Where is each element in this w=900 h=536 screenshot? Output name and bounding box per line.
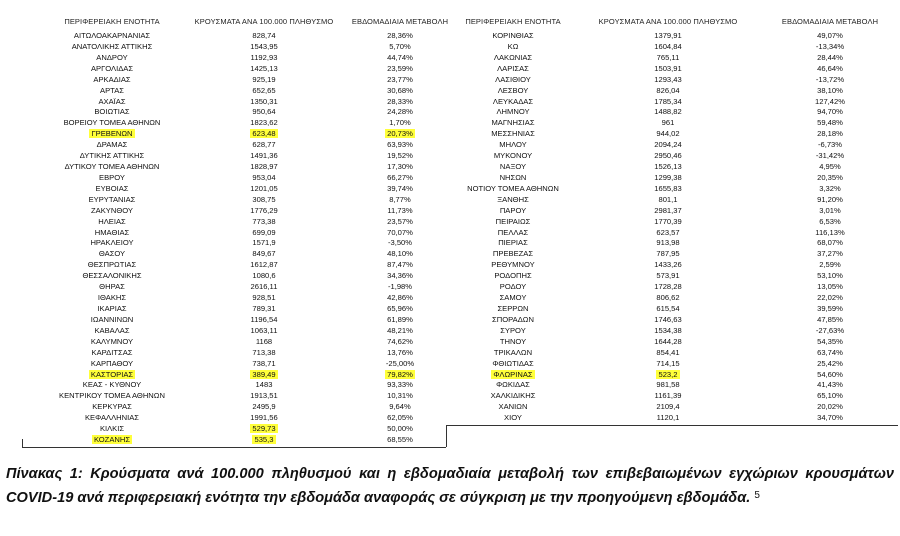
cell-unit: ΙΩΑΝΝΙΝΩΝ: [90, 314, 134, 324]
cell-cases: 1425,13: [250, 63, 278, 73]
cell-cases: 714,15: [656, 358, 680, 368]
cell-unit: ΘΗΡΑΣ: [99, 282, 125, 292]
cell-cases: 1192,93: [250, 52, 278, 62]
table-bottom-rule-right: [446, 425, 898, 426]
cell-change: 28,18%: [817, 129, 843, 139]
cell-change: 46,64%: [817, 63, 843, 73]
cell-cases: 1120,1: [656, 413, 680, 423]
cell-change: 44,74%: [387, 52, 413, 62]
cell-cases: 1770,39: [654, 216, 682, 226]
cell-cases: 738,71: [252, 358, 276, 368]
cell-change: 4,95%: [819, 162, 841, 172]
cell-cases: 2950,46: [654, 151, 682, 161]
cell-change: 38,10%: [817, 85, 843, 95]
cell-cases: 1785,34: [654, 96, 682, 106]
cell-unit: ΧΑΝΙΩΝ: [498, 402, 528, 412]
cell-cases: 2094,24: [654, 140, 682, 150]
highlight-mark: 535,3: [254, 435, 274, 445]
cell-cases: 628,77: [252, 140, 276, 150]
header-cases-left: ΚΡΟΥΣΜΑΤΑ ΑΝΑ 100.000 ΠΛΗΘΥΣΜΟ: [194, 17, 334, 26]
cell-change: 10,31%: [387, 391, 413, 401]
cell-unit: ΜΗΛΟΥ: [499, 140, 527, 150]
cell-cases: 787,95: [656, 249, 680, 259]
cell-change: 13,05%: [817, 282, 843, 292]
cell-cases: 806,62: [656, 293, 680, 303]
cell-change: 1,70%: [389, 118, 411, 128]
cell-unit: [428, 370, 598, 381]
cell-cases: [189, 370, 339, 381]
cell-unit: ΒΟΙΩΤΙΑΣ: [94, 107, 130, 117]
highlight-mark: 389,49: [252, 369, 276, 379]
cell-unit: ΕΥΒΟΙΑΣ: [95, 183, 129, 193]
cell-change: 54,60%: [817, 369, 843, 379]
cell-change: 65,10%: [817, 391, 843, 401]
cell-cases: 1063,11: [250, 325, 278, 335]
footnote-marker: 5: [754, 490, 760, 501]
cell-change: 87,47%: [387, 260, 413, 270]
cell-unit: ΒΟΡΕΙΟΥ ΤΟΜΕΑ ΑΘΗΝΩΝ: [63, 118, 161, 128]
cell-cases: 925,19: [252, 74, 276, 84]
cell-change: 28,44%: [817, 52, 843, 62]
cell-cases: 1491,36: [250, 151, 278, 161]
cell-cases: 765,11: [656, 52, 680, 62]
cell-unit: ΠΕΛΛΑΣ: [497, 227, 529, 237]
cell-change: 47,85%: [817, 314, 843, 324]
cell-unit: ΛΗΜΝΟΥ: [496, 107, 530, 117]
cell-change: 25,42%: [817, 358, 843, 368]
cell-unit: ΚΙΛΚΙΣ: [99, 424, 125, 434]
header-cases-right: ΚΡΟΥΣΜΑΤΑ ΑΝΑ 100.000 ΠΛΗΘΥΣΜΟ: [598, 17, 738, 26]
cell-cases: 1612,87: [250, 260, 278, 270]
header-change-left: ΕΒΔΟΜΑΔΙΑΙΑ ΜΕΤΑΒΟΛΗ: [351, 17, 449, 26]
cell-cases: 1728,28: [654, 282, 682, 292]
cell-change: 116,13%: [815, 227, 845, 237]
cell-unit: ΑΙΤΩΛΟΑΚΑΡΝΑΝΙΑΣ: [73, 31, 151, 40]
cell-cases: 1534,38: [654, 325, 682, 335]
cell-unit: ΧΑΛΚΙΔΙΚΗΣ: [490, 391, 536, 401]
cell-unit: ΘΕΣΠΡΩΤΙΑΣ: [87, 260, 137, 270]
cell-change: -31,42%: [815, 151, 845, 161]
cell-unit: ΘΑΣΟΥ: [98, 249, 126, 259]
cell-cases: 1350,31: [250, 96, 278, 106]
cell-change: 5,70%: [389, 41, 411, 51]
cell-cases: 2495,9: [252, 402, 276, 412]
cell-unit: ΛΕΥΚΑΔΑΣ: [492, 96, 534, 106]
cell-cases: 1543,95: [250, 41, 278, 51]
cell-cases: 1571,9: [252, 238, 276, 248]
cell-unit: ΚΕΦΑΛΛΗΝΙΑΣ: [84, 413, 140, 423]
cell-change: 41,43%: [817, 380, 843, 390]
cell-change: 22,02%: [817, 293, 843, 303]
cell-cases: 849,67: [252, 249, 276, 259]
cell-unit: ΡΟΔΟΠΗΣ: [494, 271, 532, 281]
cell-cases: 981,58: [656, 380, 680, 390]
cell-cases: 961: [661, 118, 675, 128]
cell-change: 23,59%: [387, 63, 413, 73]
cell-unit: ΚΑΒΑΛΑΣ: [94, 325, 130, 335]
cell-cases: 615,54: [656, 304, 680, 313]
cell-cases: 913,98: [656, 238, 680, 248]
cell-change: 28,36%: [387, 31, 413, 40]
cell-unit: ΔΥΤΙΚΟΥ ΤΟΜΕΑ ΑΘΗΝΩΝ: [64, 162, 160, 172]
cell-unit: ΚΩ: [507, 41, 519, 51]
cell-unit: ΔΥΤΙΚΗΣ ΑΤΤΙΚΗΣ: [79, 151, 145, 161]
cell-change: 34,36%: [387, 271, 413, 281]
cell-unit: ΙΚΑΡΙΑΣ: [97, 304, 127, 313]
cell-unit: ΑΧΑΪΑΣ: [98, 96, 126, 106]
cell-change: 2,59%: [819, 260, 841, 270]
cell-cases: 789,31: [252, 304, 276, 313]
cell-unit: [27, 370, 197, 381]
cell-change: -1,98%: [387, 282, 413, 292]
cell-change: 66,27%: [387, 172, 413, 182]
cell-change: 49,07%: [817, 31, 843, 40]
cell-change: 127,42%: [815, 96, 845, 106]
highlight-mark: ΦΛΩΡΙΝΑΣ: [493, 369, 533, 379]
highlight-mark: 79,82%: [387, 369, 413, 379]
cell-cases: 828,74: [252, 31, 276, 40]
table-mid-edge: [446, 425, 447, 447]
cell-change: 63,93%: [387, 140, 413, 150]
cell-cases: [593, 370, 743, 381]
cell-unit: ΜΕΣΣΗΝΙΑΣ: [491, 129, 535, 139]
cell-cases: 699,09: [252, 227, 276, 237]
cell-unit: ΕΒΡΟΥ: [99, 172, 125, 182]
cell-unit: ΔΡΑΜΑΣ: [96, 140, 128, 150]
cell-change: 93,33%: [387, 380, 413, 390]
cell-change: 37,27%: [817, 249, 843, 259]
cell-cases: 928,51: [252, 293, 276, 303]
cell-change: 50,00%: [387, 424, 413, 434]
cell-change: 42,86%: [387, 293, 413, 303]
cell-unit: ΤΡΙΚΑΛΩΝ: [493, 347, 533, 357]
cell-unit: ΚΑΡΔΙΤΣΑΣ: [91, 347, 133, 357]
cell-unit: ΝΟΤΙΟΥ ΤΟΜΕΑ ΑΘΗΝΩΝ: [467, 183, 559, 193]
cell-unit: ΗΛΕΙΑΣ: [98, 216, 126, 226]
cell-cases: 1526,13: [654, 162, 682, 172]
cell-cases: 1379,91: [654, 31, 682, 40]
cell-unit: ΑΡΤΑΣ: [100, 85, 124, 95]
cell-change: 23,77%: [387, 74, 413, 84]
cell-unit: ΖΑΚΥΝΘΟΥ: [91, 205, 133, 215]
cell-unit: ΜΥΚΟΝΟΥ: [493, 151, 533, 161]
cell-cases: 573,91: [656, 271, 680, 281]
header-unit-left: ΠΕΡΙΦΕΡΕΙΑΚΗ ΕΝΟΤΗΤΑ: [64, 17, 160, 26]
cell-change: 3,32%: [819, 183, 841, 193]
highlight-mark: 529,73: [252, 424, 276, 434]
cell-change: 28,33%: [387, 96, 413, 106]
cell-unit: ΡΕΘΥΜΝΟΥ: [491, 260, 535, 270]
cell-change: 70,07%: [387, 227, 413, 237]
cell-change: 63,74%: [817, 347, 843, 357]
cell-cases: 2616,11: [250, 282, 278, 292]
cell-unit: ΛΑΚΩΝΙΑΣ: [493, 52, 533, 62]
cell-change: 20,35%: [817, 172, 843, 182]
cell-change: 91,20%: [817, 194, 843, 204]
cell-cases: 1196,54: [250, 314, 278, 324]
cell-cases: 1913,51: [250, 391, 278, 401]
cell-cases: 2981,37: [654, 205, 682, 215]
cell-change: 17,30%: [387, 162, 413, 172]
cell-cases: 826,04: [656, 85, 680, 95]
cell-change: 53,10%: [817, 271, 843, 281]
cell-cases: 1161,39: [654, 391, 682, 401]
cell-unit: ΗΡΑΚΛΕΙΟΥ: [90, 238, 134, 248]
cell-cases: [189, 435, 339, 446]
cell-cases: 652,65: [252, 85, 276, 95]
cell-unit: ΣΥΡΟΥ: [500, 325, 526, 335]
cell-change: 39,74%: [387, 183, 413, 193]
cell-change: 8,77%: [389, 194, 411, 204]
cell-change: 30,68%: [387, 85, 413, 95]
cell-cases: 1991,56: [250, 413, 278, 423]
cell-cases: 1433,26: [654, 260, 682, 270]
cell-unit: ΗΜΑΘΙΑΣ: [94, 227, 130, 237]
cell-change: -13,72%: [815, 74, 845, 84]
cell-cases: 1655,83: [654, 183, 682, 193]
cell-unit: [27, 129, 197, 140]
cell-cases: 1299,38: [654, 172, 682, 182]
cell-unit: ΛΑΣΙΘΙΟΥ: [495, 74, 531, 84]
cell-unit: ΚΟΡΙΝΘΙΑΣ: [492, 31, 534, 40]
cell-cases: 1488,82: [654, 107, 682, 117]
cell-cases: 854,41: [656, 347, 680, 357]
cell-unit: ΦΩΚΙΔΑΣ: [496, 380, 530, 390]
cell-unit: ΤΗΝΟΥ: [499, 336, 527, 346]
cell-cases: 953,04: [252, 172, 276, 182]
cell-cases: 950,64: [252, 107, 276, 117]
cell-change: 48,21%: [387, 325, 413, 335]
cell-unit: ΞΑΝΘΗΣ: [497, 194, 529, 204]
cell-cases: 1823,62: [250, 118, 278, 128]
cell-cases: [189, 424, 339, 435]
cell-unit: ΑΝΔΡΟΥ: [96, 52, 128, 62]
cell-unit: ΚΕΑΣ - ΚΥΘΝΟΥ: [82, 380, 142, 390]
cell-cases: 801,1: [658, 194, 678, 204]
cell-change: -6,73%: [817, 140, 843, 150]
cell-change: 23,57%: [387, 216, 413, 226]
cell-cases: 944,02: [656, 129, 680, 139]
cell-change: 74,62%: [387, 336, 413, 346]
cell-unit: ΙΘΑΚΗΣ: [97, 293, 127, 303]
cell-unit: ΘΕΣΣΑΛΟΝΙΚΗΣ: [82, 271, 142, 281]
cell-cases: 1201,05: [250, 183, 278, 193]
cell-unit: ΑΡΚΑΔΙΑΣ: [93, 74, 131, 84]
cell-unit: ΠΑΡΟΥ: [499, 205, 527, 215]
cell-cases: 1604,84: [654, 41, 682, 51]
cell-change: -25,00%: [385, 358, 415, 368]
cell-unit: ΚΕΡΚΥΡΑΣ: [92, 402, 132, 412]
header-unit-right: ΠΕΡΙΦΕΡΕΙΑΚΗ ΕΝΟΤΗΤΑ: [465, 17, 561, 26]
cell-cases: 1168: [255, 336, 273, 346]
cell-cases: 1828,97: [250, 162, 278, 172]
cell-change: 61,89%: [387, 314, 413, 324]
cell-unit: ΣΠΟΡΑΔΩΝ: [492, 314, 534, 324]
cell-cases: 1503,91: [654, 63, 682, 73]
cell-change: -27,63%: [815, 325, 845, 335]
table-caption: [6, 462, 894, 510]
cell-change: 6,53%: [819, 216, 841, 226]
cell-unit: ΑΝΑΤΟΛΙΚΗΣ ΑΤΤΙΚΗΣ: [71, 41, 153, 51]
cell-unit: ΛΕΣΒΟΥ: [497, 85, 529, 95]
cell-change: 13,76%: [387, 347, 413, 357]
cell-unit: ΠΙΕΡΙΑΣ: [498, 238, 528, 248]
cell-change: 54,35%: [817, 336, 843, 346]
cell-unit: ΣΑΜΟΥ: [499, 293, 527, 303]
cell-unit: ΜΑΓΝΗΣΙΑΣ: [491, 118, 535, 128]
cell-change: 9,64%: [389, 402, 411, 412]
cell-unit: [27, 435, 197, 446]
cell-change: -3,50%: [387, 238, 413, 248]
cell-cases: 1483: [255, 380, 273, 390]
cell-unit: ΝΑΞΟΥ: [499, 162, 527, 172]
highlight-mark: 523,2: [658, 369, 678, 379]
cell-unit: ΝΗΣΩΝ: [499, 172, 527, 182]
table-bottom-rule-left: [22, 447, 446, 448]
cell-change: 11,73%: [387, 205, 413, 215]
cell-change: 20,02%: [817, 402, 843, 412]
cell-change: 19,52%: [387, 151, 413, 161]
cell-cases: 1293,43: [654, 74, 682, 84]
cell-change: 68,07%: [817, 238, 843, 248]
cell-cases: 713,38: [252, 347, 276, 357]
cell-unit: ΠΕΙΡΑΙΩΣ: [495, 216, 531, 226]
cell-change: 48,10%: [387, 249, 413, 259]
cell-cases: [189, 129, 339, 140]
cell-cases: 1776,29: [250, 205, 278, 215]
cell-change: -13,34%: [815, 41, 845, 51]
cell-cases: 308,75: [252, 194, 276, 204]
highlight-mark: 623,48: [252, 129, 276, 139]
cell-change: 94,70%: [817, 107, 843, 117]
cell-unit: ΛΑΡΙΣΑΣ: [497, 63, 529, 73]
cell-cases: 1746,63: [654, 314, 682, 324]
cell-change: 34,70%: [817, 413, 843, 423]
cell-cases: 2109,4: [656, 402, 680, 412]
cell-unit: ΚΑΛΥΜΝΟΥ: [90, 336, 134, 346]
cell-unit: ΑΡΓΟΛΙΔΑΣ: [90, 63, 134, 73]
cell-unit: ΧΙΟΥ: [504, 413, 522, 423]
cell-change: 24,28%: [387, 107, 413, 117]
cell-cases: 623,57: [656, 227, 680, 237]
highlight-mark: ΚΟΖΑΝΗΣ: [93, 435, 131, 445]
cell-change: 59,48%: [817, 118, 843, 128]
highlight-mark: 20,73%: [387, 129, 413, 139]
highlight-mark: ΚΑΣΤΟΡΙΑΣ: [90, 369, 134, 379]
cell-change: 39,59%: [817, 304, 843, 313]
cell-unit: ΡΟΔΟΥ: [499, 282, 527, 292]
cell-unit: ΚΕΝΤΡΙΚΟΥ ΤΟΜΕΑ ΑΘΗΝΩΝ: [59, 391, 165, 401]
cell-cases: 1080,6: [252, 271, 276, 281]
cell-cases: 773,38: [252, 216, 276, 226]
cell-unit: ΠΡΕΒΕΖΑΣ: [492, 249, 534, 259]
table-left-edge: [22, 439, 23, 447]
cell-unit: ΣΕΡΡΩΝ: [497, 304, 529, 313]
cell-change: 65,96%: [387, 304, 413, 313]
cell-unit: ΕΥΡΥΤΑΝΙΑΣ: [88, 194, 136, 204]
cell-unit: ΚΑΡΠΑΘΟΥ: [90, 358, 134, 368]
cell-unit: ΦΘΙΩΤΙΔΑΣ: [492, 358, 534, 368]
highlight-mark: ΓΡΕΒΕΝΩΝ: [91, 129, 133, 139]
cell-change: 3,01%: [819, 205, 841, 215]
cell-cases: 1644,28: [654, 336, 682, 346]
header-change-right: ΕΒΔΟΜΑΔΙΑΙΑ ΜΕΤΑΒΟΛΗ: [781, 17, 879, 26]
cell-change: 62,05%: [387, 413, 413, 423]
caption-text: Πίνακας 1: Κρούσματα ανά 100.000 πληθυσμού και η εβδομαδιαία μεταβολή των επιβεβαιωμένων εγχώριων κρουσμάτων COVID-19 ανά περιφερειακή ενότητα την εβδομάδα αναφοράς σε σύγκριση με την προηγούμενη εβδομάδα.: [6, 466, 894, 506]
cell-change: 68,55%: [387, 435, 413, 445]
